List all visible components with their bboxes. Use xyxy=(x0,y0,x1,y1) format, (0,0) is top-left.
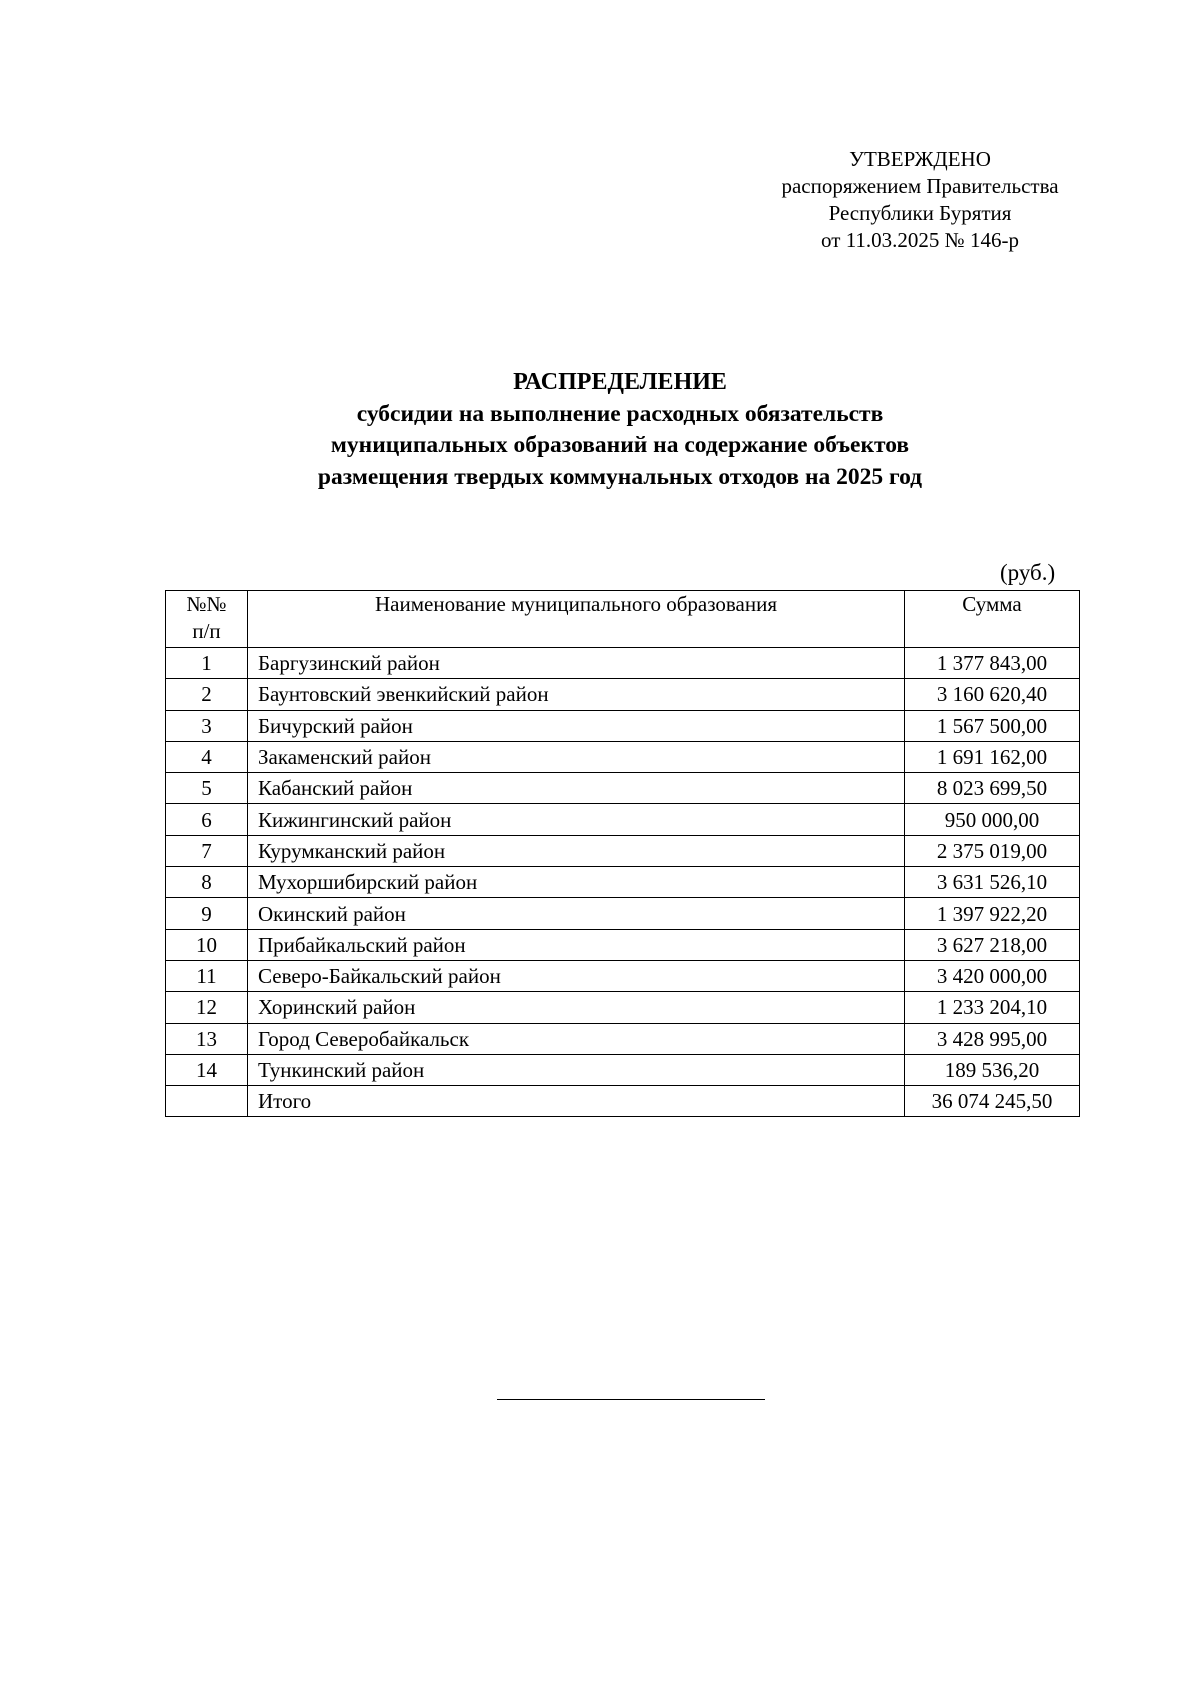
row-municipality: Кабанский район xyxy=(248,773,905,804)
document-title-line-3: размещения твердых коммунальных отходов на 2025 год xyxy=(317,463,923,490)
row-amount: 3 420 000,00 xyxy=(905,960,1080,991)
row-municipality: Курумканский район xyxy=(248,835,905,866)
row-number xyxy=(166,1086,248,1117)
row-municipality: Прибайкальский район xyxy=(248,929,905,960)
row-municipality: Окинский район xyxy=(248,898,905,929)
currency-unit: (руб.) xyxy=(1000,560,1056,585)
document-title-main: РАСПРЕДЕЛЕНИЕ xyxy=(513,369,727,395)
approval-date-number: от 11.03.2025 № 146-р xyxy=(821,228,1019,252)
row-municipality: Итого xyxy=(248,1086,905,1117)
header-municipality: Наименование муниципального образования xyxy=(248,591,905,648)
row-amount: 1 233 204,10 xyxy=(905,992,1080,1023)
table-row xyxy=(166,1054,1080,1085)
row-number: 14 xyxy=(166,1054,248,1085)
table-total-row xyxy=(166,1086,1080,1117)
header-amount: Сумма xyxy=(905,591,1080,648)
row-municipality: Северо-Байкальский район xyxy=(248,960,905,991)
row-number: 3 xyxy=(166,710,248,741)
row-number: 8 xyxy=(166,867,248,898)
table-row xyxy=(166,741,1080,772)
row-number: 9 xyxy=(166,898,248,929)
distribution-table xyxy=(165,590,1080,1117)
row-municipality: Закаменский район xyxy=(248,741,905,772)
approval-stamp xyxy=(750,146,1090,254)
row-municipality: Баунтовский эвенкийский район xyxy=(248,679,905,710)
document-title-line-1: субсидии на выполнение расходных обязательств xyxy=(356,400,884,427)
approval-heading: УТВЕРЖДЕНО xyxy=(849,147,991,171)
row-amount: 2 375 019,00 xyxy=(905,835,1080,866)
row-municipality: Хоринский район xyxy=(248,992,905,1023)
row-number: 6 xyxy=(166,804,248,835)
row-number: 5 xyxy=(166,773,248,804)
table-row xyxy=(166,867,1080,898)
row-number: 2 xyxy=(166,679,248,710)
table-header-row xyxy=(166,591,1080,648)
table-row xyxy=(166,710,1080,741)
row-number: 1 xyxy=(166,648,248,679)
row-municipality: Тункинский район xyxy=(248,1054,905,1085)
row-amount: 3 428 995,00 xyxy=(905,1023,1080,1054)
table-row xyxy=(166,773,1080,804)
row-number: 13 xyxy=(166,1023,248,1054)
row-number: 11 xyxy=(166,960,248,991)
row-amount: 8 023 699,50 xyxy=(905,773,1080,804)
row-number: 7 xyxy=(166,835,248,866)
row-municipality: Кижингинский район xyxy=(248,804,905,835)
approval-republic: Республики Бурятия xyxy=(828,201,1012,225)
row-amount: 3 627 218,00 xyxy=(905,929,1080,960)
table-row xyxy=(166,992,1080,1023)
document-title-line-2: муниципальных образований на содержание объектов xyxy=(330,432,910,458)
table-row xyxy=(166,1023,1080,1054)
row-municipality: Мухоршибирский район xyxy=(248,867,905,898)
table-row xyxy=(166,960,1080,991)
row-amount: 3 631 526,10 xyxy=(905,867,1080,898)
row-number: 12 xyxy=(166,992,248,1023)
row-amount: 3 160 620,40 xyxy=(905,679,1080,710)
table-row xyxy=(166,648,1080,679)
row-amount: 1 377 843,00 xyxy=(905,648,1080,679)
row-amount: 36 074 245,50 xyxy=(905,1086,1080,1117)
table-row xyxy=(166,679,1080,710)
row-number: 4 xyxy=(166,741,248,772)
row-municipality: Бичурский район xyxy=(248,710,905,741)
table-row xyxy=(166,804,1080,835)
table-row xyxy=(166,835,1080,866)
header-number: №№ п/п xyxy=(166,591,248,648)
row-amount: 1 567 500,00 xyxy=(905,710,1080,741)
closing-divider xyxy=(497,1399,765,1400)
table-row xyxy=(166,929,1080,960)
row-amount: 950 000,00 xyxy=(905,804,1080,835)
row-number: 10 xyxy=(166,929,248,960)
table-body xyxy=(166,648,1080,1117)
document-title xyxy=(140,367,1100,493)
table-row xyxy=(166,898,1080,929)
row-amount: 189 536,20 xyxy=(905,1054,1080,1085)
row-amount: 1 691 162,00 xyxy=(905,741,1080,772)
approval-issuer: распоряжением Правительства xyxy=(781,174,1059,198)
row-municipality: Город Северобайкальск xyxy=(248,1023,905,1054)
row-amount: 1 397 922,20 xyxy=(905,898,1080,929)
row-municipality: Баргузинский район xyxy=(248,648,905,679)
